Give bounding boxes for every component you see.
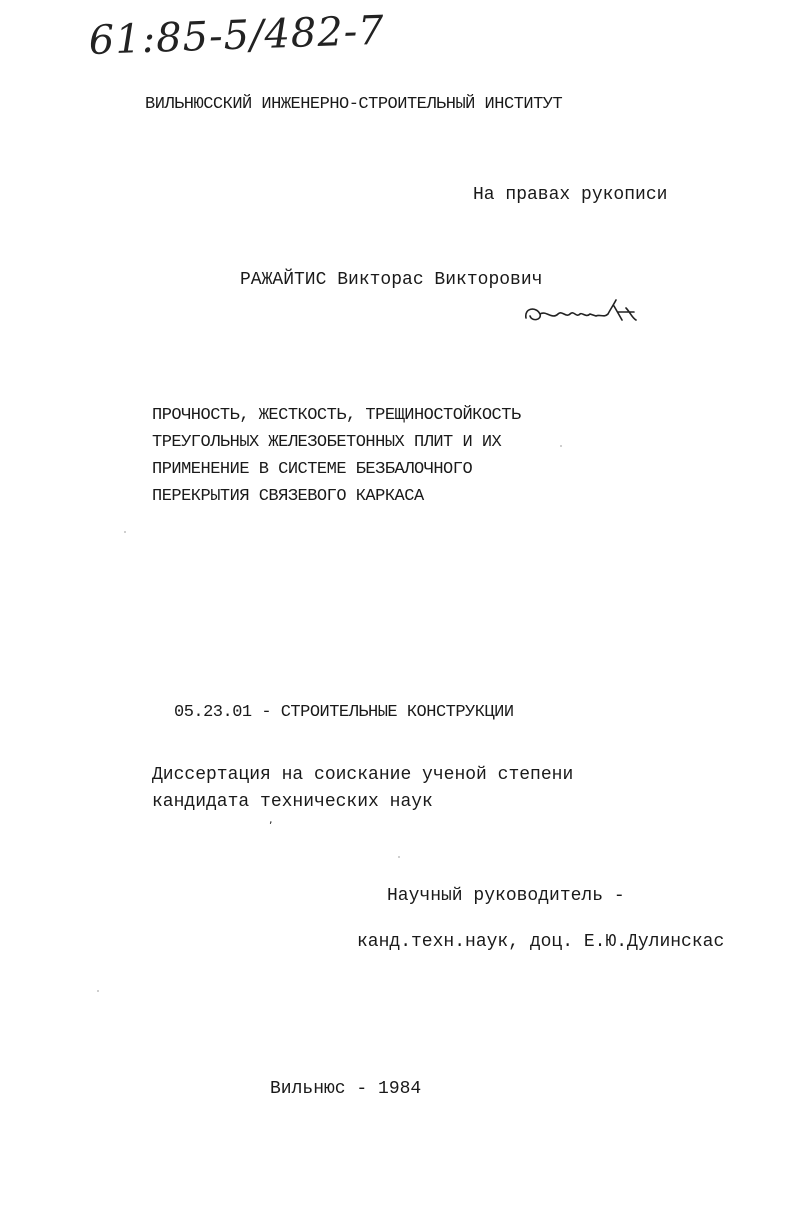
pencil-mark: ,: [269, 813, 273, 826]
degree-line-1: Диссертация на соискание ученой степени: [152, 765, 574, 785]
author-signature: [522, 292, 642, 332]
scan-speck: [124, 531, 126, 533]
institute-name: ВИЛЬНЮССКИЙ ИНЖЕНЕРНО-СТРОИТЕЛЬНЫЙ ИНСТИТУТ: [145, 95, 563, 114]
specialty-code: 05.23.01 - СТРОИТЕЛЬНЫЕ КОНСТРУКЦИИ: [174, 703, 514, 722]
manuscript-rights-note: На правах рукописи: [473, 185, 668, 205]
scan-speck: [398, 856, 400, 858]
handwritten-archive-code: 61:85-5/482-7: [88, 7, 386, 64]
degree-line-2: кандидата технических наук: [152, 792, 433, 812]
thesis-title-line-1: ПРОЧНОСТЬ, ЖЕСТКОСТЬ, ТРЕЩИНОСТОЙКОСТЬ: [152, 406, 521, 425]
supervisor-name: канд.техн.наук, доц. Е.Ю.Дулинскас: [357, 932, 725, 952]
thesis-title-line-2: ТРЕУГОЛЬНЫХ ЖЕЛЕЗОБЕТОННЫХ ПЛИТ И ИХ: [152, 433, 502, 452]
thesis-title-line-3: ПРИМЕНЕНИЕ В СИСТЕМЕ БЕЗБАЛОЧНОГО: [152, 460, 473, 479]
scan-speck: [560, 445, 562, 447]
author-name: РАЖАЙТИС Викторас Викторович: [240, 270, 543, 290]
supervisor-label: Научный руководитель -: [387, 886, 625, 906]
place-and-year: Вильнюс - 1984: [270, 1079, 422, 1099]
thesis-title-line-4: ПЕРЕКРЫТИЯ СВЯЗЕВОГО КАРКАСА: [152, 487, 424, 506]
scan-speck: [97, 990, 99, 992]
